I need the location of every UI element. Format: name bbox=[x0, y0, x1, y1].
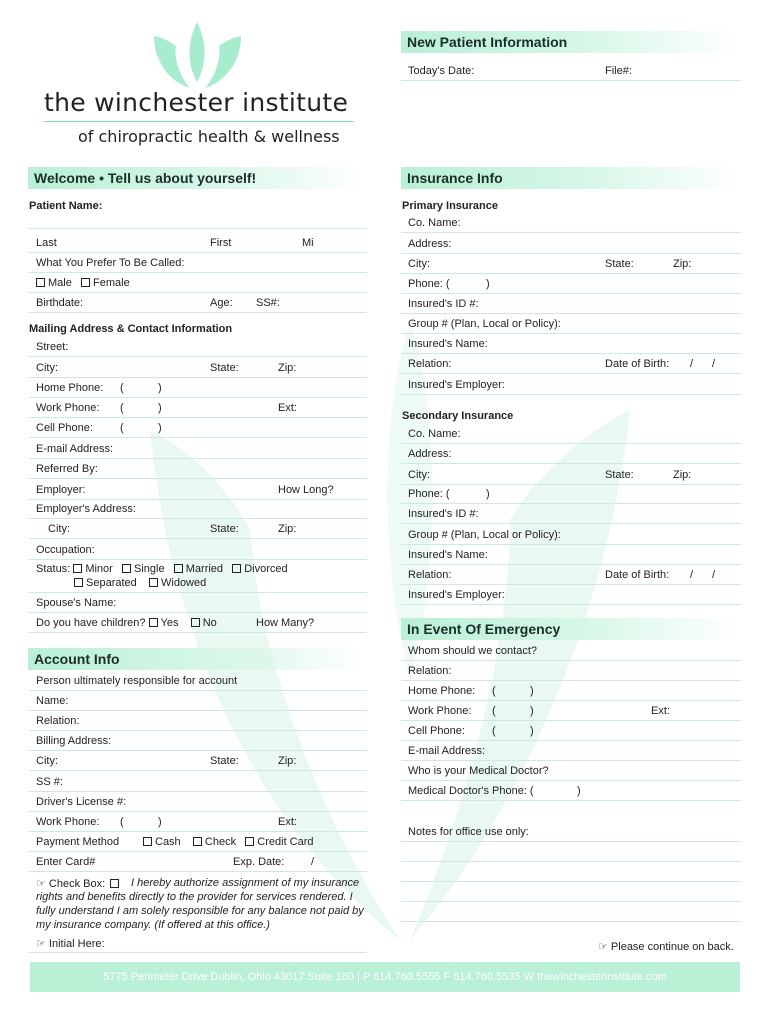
cash-label: Cash bbox=[155, 836, 181, 848]
emergency-header: In Event Of Emergency bbox=[401, 618, 741, 640]
whom-contact-field[interactable] bbox=[401, 660, 741, 661]
file-number-label: File#: bbox=[605, 65, 632, 77]
age-label: Age: bbox=[210, 297, 233, 309]
street-field[interactable] bbox=[29, 356, 367, 357]
home-phone-paren-close: ) bbox=[158, 382, 162, 394]
account-city-label: City: bbox=[36, 755, 58, 767]
how-long-label: How Long? bbox=[278, 484, 334, 496]
occupation-label: Occupation: bbox=[36, 544, 95, 556]
secondary-zip-label: Zip: bbox=[673, 469, 692, 481]
insurance-info-header: Insurance Info bbox=[401, 167, 741, 189]
emergency-relation-field[interactable] bbox=[401, 680, 741, 681]
emergency-ext-label: Ext: bbox=[651, 705, 670, 717]
employer-address-label: Employer's Address: bbox=[36, 503, 136, 515]
ss-label: SS#: bbox=[256, 297, 280, 309]
secondary-co-name-label: Co. Name: bbox=[408, 428, 461, 440]
minor-checkbox[interactable] bbox=[73, 564, 82, 573]
primary-phone-field[interactable] bbox=[401, 293, 741, 294]
birthdate-field[interactable] bbox=[29, 312, 367, 313]
employer-address-field[interactable] bbox=[29, 518, 367, 519]
logo-subtitle: of chiropractic health & wellness bbox=[78, 127, 340, 146]
cell-phone-paren-open: ( bbox=[120, 422, 124, 434]
secondary-relation-field[interactable] bbox=[401, 584, 741, 585]
work-phone-paren-close: ) bbox=[158, 402, 162, 414]
continue-on-back: ☞ Please continue on back. bbox=[598, 941, 734, 953]
primary-insured-id-label: Insured's ID #: bbox=[408, 298, 479, 310]
billing-address-label: Billing Address: bbox=[36, 735, 112, 747]
primary-group-field[interactable] bbox=[401, 333, 741, 334]
sex-rule bbox=[29, 292, 367, 293]
credit-card-label: Credit Card bbox=[257, 836, 314, 848]
sex-options bbox=[36, 277, 130, 289]
status-row-2 bbox=[74, 577, 206, 589]
work-phone-field[interactable] bbox=[29, 417, 367, 418]
secondary-phone-field[interactable] bbox=[401, 503, 741, 504]
secondary-insured-employer-label: Insured's Employer: bbox=[408, 589, 505, 601]
emergency-cell-paren-open: ( bbox=[492, 725, 496, 737]
divorced-label: Divorced bbox=[244, 563, 288, 575]
todays-date-label: Today's Date: bbox=[408, 65, 475, 77]
no-checkbox[interactable] bbox=[191, 618, 200, 627]
secondary-insurance-title: Secondary Insurance bbox=[402, 410, 514, 422]
check-checkbox[interactable] bbox=[193, 837, 202, 846]
account-zip-label: Zip: bbox=[278, 755, 297, 767]
separated-label: Separated bbox=[86, 577, 137, 589]
work-phone-ext-label: Ext: bbox=[278, 402, 297, 414]
logo-divider bbox=[44, 121, 354, 122]
account-ss-field[interactable] bbox=[29, 791, 367, 792]
office-notes-line-3[interactable] bbox=[401, 881, 741, 882]
mailing-address-title: Mailing Address & Contact Information bbox=[29, 323, 233, 335]
secondary-insured-name-label: Insured's Name: bbox=[408, 549, 488, 561]
spouse-name-field[interactable] bbox=[29, 612, 367, 613]
emergency-cell-paren-close: ) bbox=[530, 725, 534, 737]
patient-name-label: Patient Name: bbox=[29, 200, 103, 212]
cell-phone-paren-close: ) bbox=[158, 422, 162, 434]
emergency-email-label: E-mail Address: bbox=[408, 745, 486, 757]
cash-checkbox[interactable] bbox=[143, 837, 152, 846]
exp-date-slash: / bbox=[311, 856, 315, 868]
doctor-phone-label: Medical Doctor's Phone: ( bbox=[408, 785, 534, 797]
secondary-dob-slash-1: / bbox=[690, 569, 694, 581]
account-work-phone-field[interactable] bbox=[29, 831, 367, 832]
emergency-work-phone-label: Work Phone: bbox=[408, 705, 472, 717]
medical-doctor-field[interactable] bbox=[401, 780, 741, 781]
authorize-text: I hereby authorize assignment of my insurance rights and benefits directly to the provider for services rendered. I fully understand I am solely responsible for any balance not paid by my insurance company. (If offered at this office.) bbox=[36, 877, 364, 931]
employer-city-label: City: bbox=[48, 523, 70, 535]
primary-phone-paren-close: ) bbox=[486, 278, 490, 290]
secondary-co-name-field[interactable] bbox=[401, 443, 741, 444]
account-work-phone-paren-open: ( bbox=[120, 816, 124, 828]
account-relation-label: Relation: bbox=[36, 715, 80, 727]
city-label: City: bbox=[36, 362, 58, 374]
female-label: Female bbox=[93, 277, 130, 289]
prefer-called-label: What You Prefer To Be Called: bbox=[36, 257, 185, 269]
welcome-header: Welcome • Tell us about yourself! bbox=[28, 167, 366, 189]
footer-bar bbox=[30, 962, 740, 992]
doctor-phone-paren-close: ) bbox=[577, 785, 581, 797]
secondary-address-label: Address: bbox=[408, 448, 452, 460]
emergency-home-paren-open: ( bbox=[492, 685, 496, 697]
work-phone-label: Work Phone: bbox=[36, 402, 100, 414]
yes-label: Yes bbox=[160, 617, 179, 629]
drivers-license-label: Driver's License #: bbox=[36, 796, 127, 808]
office-notes-line-4[interactable] bbox=[401, 901, 741, 902]
primary-address-field[interactable] bbox=[401, 253, 741, 254]
primary-insurance-title: Primary Insurance bbox=[402, 200, 498, 212]
yes-checkbox[interactable] bbox=[149, 618, 158, 627]
emergency-work-paren-open: ( bbox=[492, 705, 496, 717]
drivers-license-field[interactable] bbox=[29, 811, 367, 812]
emergency-cell-phone-field[interactable] bbox=[401, 740, 741, 741]
billing-address-field[interactable] bbox=[29, 750, 367, 751]
office-notes-line-1[interactable] bbox=[401, 841, 741, 842]
secondary-relation-label: Relation: bbox=[408, 569, 452, 581]
home-phone-label: Home Phone: bbox=[36, 382, 104, 394]
emergency-cell-phone-label: Cell Phone: bbox=[408, 725, 465, 737]
married-checkbox[interactable] bbox=[174, 564, 183, 573]
zip-label: Zip: bbox=[278, 362, 297, 374]
primary-relation-label: Relation: bbox=[408, 358, 452, 370]
birthdate-label: Birthdate: bbox=[36, 297, 84, 309]
email-label: E-mail Address: bbox=[36, 443, 114, 455]
spouse-name-label: Spouse's Name: bbox=[36, 597, 117, 609]
secondary-dob-label: Date of Birth: bbox=[605, 569, 670, 581]
doctor-phone-field[interactable] bbox=[401, 800, 741, 801]
separated-checkbox[interactable] bbox=[74, 578, 83, 587]
emergency-home-phone-field[interactable] bbox=[401, 700, 741, 701]
state-label: State: bbox=[210, 362, 239, 374]
status-label: Status: bbox=[36, 563, 71, 575]
enter-card-label: Enter Card# bbox=[36, 856, 96, 868]
no-label: No bbox=[202, 617, 217, 629]
secondary-city-label: City: bbox=[408, 469, 430, 481]
person-responsible-label: Person ultimately responsible for account bbox=[36, 675, 238, 687]
patient-name-field[interactable] bbox=[29, 228, 367, 229]
middle-initial-label: Mi bbox=[302, 237, 314, 249]
cell-phone-field[interactable] bbox=[29, 437, 367, 438]
account-state-label: State: bbox=[210, 755, 239, 767]
primary-insured-employer-label: Insured's Employer: bbox=[408, 379, 505, 391]
primary-co-name-label: Co. Name: bbox=[408, 217, 461, 229]
status-rule bbox=[29, 592, 367, 593]
account-relation-field[interactable] bbox=[29, 730, 367, 731]
primary-city-label: City: bbox=[408, 258, 430, 270]
primary-dob-slash-1: / bbox=[690, 358, 694, 370]
how-many-label: How Many? bbox=[256, 617, 315, 629]
footer-contact-text: 5775 Perimeter Drive Dublin, Ohio 43017 Suite 160 | P 614.760.5555 F 614.760.5535 W thewinchesterinstitute.com bbox=[103, 971, 667, 983]
primary-state-label: State: bbox=[605, 258, 634, 270]
widowed-checkbox[interactable] bbox=[149, 578, 158, 587]
secondary-insured-id-label: Insured's ID #: bbox=[408, 508, 479, 520]
secondary-state-label: State: bbox=[605, 469, 634, 481]
secondary-group-label: Group # (Plan, Local or Policy): bbox=[408, 529, 561, 541]
primary-group-label: Group # (Plan, Local or Policy): bbox=[408, 318, 561, 330]
referred-by-field[interactable] bbox=[29, 478, 367, 479]
secondary-dob-slash-2: / bbox=[712, 569, 716, 581]
exp-date-label: Exp. Date: bbox=[233, 856, 285, 868]
widowed-label: Widowed bbox=[161, 577, 207, 589]
children-question: Do you have children? bbox=[36, 617, 146, 629]
new-patient-header: New Patient Information bbox=[401, 31, 741, 53]
primary-insured-id-field[interactable] bbox=[401, 313, 741, 314]
employer-zip-label: Zip: bbox=[278, 523, 297, 535]
employer-field[interactable] bbox=[29, 499, 367, 500]
children-row bbox=[36, 617, 217, 629]
card-number-field[interactable] bbox=[29, 871, 367, 872]
emergency-home-paren-close: ) bbox=[530, 685, 534, 697]
employer-label: Employer: bbox=[36, 484, 86, 496]
person-responsible-rule bbox=[29, 690, 367, 691]
secondary-city-field[interactable] bbox=[401, 484, 741, 485]
secondary-phone-paren-close: ) bbox=[486, 488, 490, 500]
secondary-address-field[interactable] bbox=[401, 463, 741, 464]
primary-zip-label: Zip: bbox=[673, 258, 692, 270]
employer-city-field[interactable] bbox=[29, 538, 367, 539]
account-name-label: Name: bbox=[36, 695, 69, 707]
referred-by-label: Referred By: bbox=[36, 463, 98, 475]
prefer-called-field[interactable] bbox=[29, 272, 367, 273]
male-label: Male bbox=[48, 277, 72, 289]
home-phone-field[interactable] bbox=[29, 397, 367, 398]
credit-card-checkbox[interactable] bbox=[245, 837, 254, 846]
account-ss-label: SS #: bbox=[36, 776, 63, 788]
check-box-label: ☞ Check Box: bbox=[36, 878, 106, 890]
city-field[interactable] bbox=[29, 377, 367, 378]
secondary-insured-employer-field[interactable] bbox=[401, 604, 741, 605]
single-checkbox[interactable] bbox=[122, 564, 131, 573]
account-city-field[interactable] bbox=[29, 770, 367, 771]
cell-phone-label: Cell Phone: bbox=[36, 422, 93, 434]
check-label: Check bbox=[204, 836, 237, 848]
occupation-field[interactable] bbox=[29, 559, 367, 560]
primary-city-field[interactable] bbox=[401, 273, 741, 274]
employer-state-label: State: bbox=[210, 523, 239, 535]
primary-address-label: Address: bbox=[408, 238, 452, 250]
account-work-phone-label: Work Phone: bbox=[36, 816, 100, 828]
minor-label: Minor bbox=[85, 563, 113, 575]
primary-insured-name-field[interactable] bbox=[401, 353, 741, 354]
whom-contact-label: Whom should we contact? bbox=[408, 645, 538, 657]
primary-insured-name-label: Insured's Name: bbox=[408, 338, 488, 350]
single-label: Single bbox=[134, 563, 165, 575]
logo-leaf-icon bbox=[150, 22, 245, 90]
last-name-label: Last bbox=[36, 237, 57, 249]
primary-phone-label: Phone: ( bbox=[408, 278, 450, 290]
account-work-phone-paren-close: ) bbox=[158, 816, 162, 828]
secondary-insured-id-field[interactable] bbox=[401, 523, 741, 524]
initial-here-field[interactable] bbox=[29, 952, 367, 953]
office-notes-line-5[interactable] bbox=[401, 921, 741, 922]
secondary-phone-label: Phone: ( bbox=[408, 488, 450, 500]
office-notes-label: Notes for office use only: bbox=[408, 826, 529, 838]
primary-co-name-field[interactable] bbox=[401, 232, 741, 233]
primary-insured-employer-field[interactable] bbox=[401, 394, 741, 395]
payment-method-label: Payment Method bbox=[36, 836, 120, 848]
home-phone-paren-open: ( bbox=[120, 382, 124, 394]
emergency-relation-label: Relation: bbox=[408, 665, 452, 677]
primary-dob-slash-2: / bbox=[712, 358, 716, 370]
payment-options bbox=[143, 836, 314, 848]
married-label: Married bbox=[185, 563, 224, 575]
emergency-work-phone-field[interactable] bbox=[401, 720, 741, 721]
divorced-checkbox[interactable] bbox=[232, 564, 241, 573]
primary-dob-label: Date of Birth: bbox=[605, 358, 670, 370]
female-checkbox[interactable] bbox=[81, 278, 90, 287]
primary-relation-field[interactable] bbox=[401, 373, 741, 374]
male-checkbox[interactable] bbox=[36, 278, 45, 287]
account-name-field[interactable] bbox=[29, 710, 367, 711]
account-ext-label: Ext: bbox=[278, 816, 297, 828]
first-name-label: First bbox=[210, 237, 232, 249]
payment-rule bbox=[29, 851, 367, 852]
account-info-header: Account Info bbox=[28, 648, 366, 670]
logo-title: the winchester institute bbox=[44, 88, 349, 117]
secondary-group-field[interactable] bbox=[401, 544, 741, 545]
work-phone-paren-open: ( bbox=[120, 402, 124, 414]
secondary-insured-name-field[interactable] bbox=[401, 564, 741, 565]
emergency-email-field[interactable] bbox=[401, 760, 741, 761]
medical-doctor-label: Who is your Medical Doctor? bbox=[408, 765, 549, 777]
email-field[interactable] bbox=[29, 458, 367, 459]
initial-here-label: ☞ Initial Here: bbox=[36, 938, 105, 950]
emergency-home-phone-label: Home Phone: bbox=[408, 685, 476, 697]
office-notes-line-2[interactable] bbox=[401, 861, 741, 862]
status-row bbox=[36, 563, 288, 575]
todays-date-field[interactable] bbox=[401, 80, 741, 81]
street-label: Street: bbox=[36, 341, 69, 353]
name-parts-rule bbox=[29, 252, 367, 253]
emergency-work-paren-close: ) bbox=[530, 705, 534, 717]
children-field[interactable] bbox=[29, 632, 367, 633]
